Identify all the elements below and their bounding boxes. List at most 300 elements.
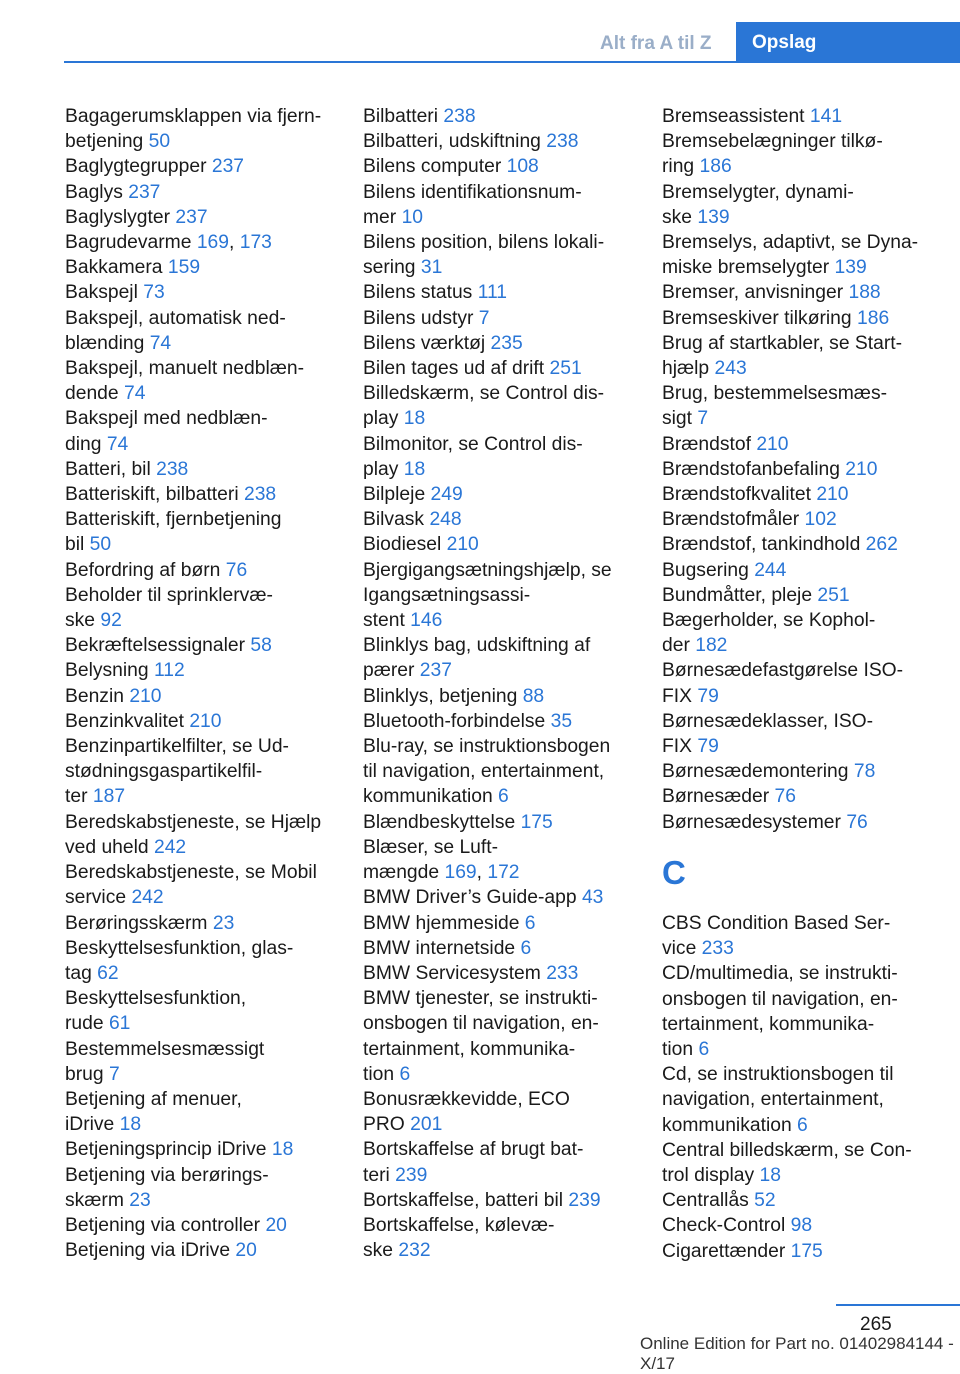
- index-entry-text: Bremsebelægninger tilkø-: [662, 131, 883, 153]
- index-entry-text: Bremselygter, dynami-: [662, 181, 854, 203]
- page-reference-link[interactable]: 232: [398, 1240, 431, 1262]
- page-reference-link[interactable]: 175: [790, 1240, 823, 1262]
- index-entry-text: mængde: [363, 862, 440, 884]
- index-entry: [363, 482, 653, 507]
- page-reference-link[interactable]: 58: [250, 635, 272, 657]
- index-entry-line: [662, 608, 952, 633]
- index-entry-text: Benzin: [65, 685, 124, 707]
- index-entry: [363, 986, 653, 1087]
- page-reference-link[interactable]: 243: [714, 358, 747, 380]
- index-entry-text: Bjergigangsætningshjælp, se: [363, 559, 612, 581]
- index-entry-line: [662, 810, 952, 835]
- index-entry-line: [65, 1087, 355, 1112]
- page-reference-link[interactable]: 79: [697, 685, 719, 707]
- index-entry-line: [662, 482, 952, 507]
- index-entry-text: Blæser, se Luft-: [363, 836, 499, 858]
- index-entry-text: Børnesæder: [662, 786, 770, 808]
- index-entry-line: [363, 507, 653, 532]
- index-entry: [363, 1087, 653, 1137]
- page-reference-link[interactable]: 239: [395, 1164, 428, 1186]
- index-entry: [363, 507, 653, 532]
- index-entry: [65, 558, 355, 583]
- page-reference-link[interactable]: 31: [420, 257, 443, 279]
- index-entry-text: bil: [65, 534, 85, 556]
- page-reference-link[interactable]: 73: [143, 282, 165, 304]
- index-entry: [363, 684, 653, 709]
- index-entry-text: skærm: [65, 1189, 124, 1211]
- index-entry-text: Centrallås: [662, 1190, 749, 1212]
- page-reference-link[interactable]: 242: [131, 887, 164, 909]
- index-entry-line: [662, 734, 952, 759]
- index-entry: [65, 911, 355, 936]
- index-entry-text: Berøringsskærm: [65, 912, 208, 934]
- page-reference-link[interactable]: 35: [550, 710, 573, 732]
- index-entry-text: sigt: [662, 408, 693, 430]
- page-reference-link[interactable]: 249: [430, 484, 463, 506]
- index-entry-text: Børnesædeklasser, ISO-: [662, 710, 874, 732]
- page-reference-link[interactable]: 74: [149, 332, 172, 354]
- index-entry-line: [662, 583, 952, 608]
- index-entry-line: [363, 280, 653, 305]
- index-entry-line: [65, 255, 355, 280]
- index-column-2: [363, 104, 653, 1263]
- index-entry: [363, 709, 653, 734]
- index-entry: [662, 1239, 952, 1264]
- page-reference-link[interactable]: 23: [212, 912, 235, 934]
- index-entry-text: Blinklys, betjening: [363, 685, 518, 707]
- page-reference-link[interactable]: 20: [265, 1214, 287, 1236]
- index-entry-line: [65, 104, 355, 129]
- index-entry: [65, 1163, 355, 1213]
- index-entry-line: [65, 507, 355, 532]
- index-entry-text: Betjening via controller: [65, 1214, 261, 1236]
- page-reference-link[interactable]: 112: [153, 660, 185, 682]
- index-entry: [65, 633, 355, 658]
- page-reference-link[interactable]: 141: [809, 106, 843, 127]
- index-entry: [65, 1238, 355, 1263]
- index-entry-line: [65, 759, 355, 784]
- page-reference-link[interactable]: 76: [225, 559, 248, 581]
- page-reference-link[interactable]: 111: [477, 282, 507, 304]
- page-reference-link[interactable]: 43: [581, 887, 604, 909]
- index-entry-line: [363, 129, 653, 154]
- index-entry: [363, 356, 653, 381]
- index-entry-line: [662, 381, 952, 406]
- index-entry-line: [662, 331, 952, 356]
- index-entry: [363, 734, 653, 810]
- page-reference-link[interactable]: 61: [108, 1013, 131, 1035]
- index-entry: [662, 129, 952, 179]
- index-entry-text: Bilens status: [363, 282, 473, 304]
- index-entry: [65, 230, 355, 255]
- index-entry-line: [65, 331, 355, 356]
- index-entry-text: Bilens computer: [363, 156, 502, 178]
- index-entry: [363, 306, 653, 331]
- index-entry-text: Central billedskærm, se Con-: [662, 1139, 912, 1161]
- page-reference-link[interactable]: 210: [816, 484, 849, 506]
- index-entry-text: Bægerholder, se Kophol-: [662, 610, 876, 632]
- index-entry-line: [662, 1062, 952, 1087]
- index-entry: [662, 381, 952, 431]
- index-entry: [65, 306, 355, 356]
- index-entry-line: [662, 306, 952, 331]
- index-entry: [662, 583, 952, 608]
- index-entry: [662, 1213, 952, 1238]
- index-entry: [65, 356, 355, 406]
- page-reference-link[interactable]: 248: [429, 509, 462, 531]
- index-entry-line: [662, 987, 952, 1012]
- index-entry: [662, 432, 952, 457]
- page-reference-link[interactable]: 238: [443, 106, 476, 127]
- index-entry: [662, 280, 952, 305]
- index-entry-text: CBS Condition Based Ser-: [662, 912, 891, 934]
- index-entry-line: [65, 860, 355, 885]
- index-entry-text: Børnesædefastgørelse ISO-: [662, 660, 904, 682]
- page-reference-link[interactable]: 169: [196, 232, 229, 254]
- index-entry-line: [363, 356, 653, 381]
- page-reference-link[interactable]: 18: [271, 1139, 294, 1161]
- index-entry-text: Beskyttelsesfunktion, glas-: [65, 937, 294, 959]
- page-reference-link[interactable]: 182: [695, 635, 728, 657]
- index-entry-line: [363, 406, 653, 431]
- page-reference-link[interactable]: 7: [697, 408, 709, 430]
- page-reference-link[interactable]: 242: [153, 836, 187, 858]
- index-entry-line: [662, 205, 952, 230]
- index-entry-line: [662, 1012, 952, 1037]
- page-reference-link[interactable]: 62: [97, 962, 119, 984]
- page-reference-link[interactable]: 210: [189, 710, 222, 732]
- page-header: [0, 0, 960, 64]
- index-entry-text: service: [65, 887, 127, 909]
- index-entry-line: [662, 1213, 952, 1238]
- index-entry-text: BMW hjemmeside: [363, 912, 520, 934]
- index-entry-line: [363, 608, 653, 633]
- index-entry: [363, 961, 653, 986]
- page-reference-link[interactable]: 235: [490, 332, 523, 354]
- header-rule: [64, 61, 960, 63]
- page-reference-link[interactable]: 98: [790, 1215, 813, 1237]
- page-reference-link[interactable]: 18: [119, 1114, 142, 1136]
- index-entry-text: Batteri, bil: [65, 458, 151, 480]
- page-reference-link[interactable]: 88: [522, 685, 545, 707]
- index-entry: [65, 986, 355, 1036]
- index-entry-line: [65, 356, 355, 381]
- index-entry-text: miske bremselygter: [662, 257, 830, 279]
- page-reference-link[interactable]: 108: [506, 156, 539, 178]
- index-entry-line: [662, 230, 952, 255]
- index-entry-line: [65, 432, 355, 457]
- index-entry: [363, 381, 653, 431]
- page-reference-link[interactable]: 186: [699, 156, 732, 178]
- index-entry-text: Betjening via berørings-: [65, 1164, 269, 1186]
- index-entry-line: [65, 381, 355, 406]
- index-entry-line: [363, 1137, 653, 1162]
- page-reference-link[interactable]: 6: [498, 786, 509, 808]
- page-reference-link[interactable]: 7: [478, 307, 490, 329]
- page-reference-link[interactable]: 50: [148, 131, 171, 153]
- index-entry-text: hjælp: [662, 358, 710, 380]
- index-entry: [65, 154, 355, 179]
- index-entry-text: Billedskærm, se Control dis-: [363, 383, 605, 405]
- page-number: 265: [860, 1314, 892, 1335]
- index-entry-text: Bonusrækkevidde, ECO: [363, 1088, 570, 1110]
- page-reference-link[interactable]: 6: [520, 937, 532, 959]
- page-reference-link[interactable]: 251: [549, 358, 582, 380]
- page-reference-link[interactable]: 262: [865, 534, 898, 556]
- page-reference-link[interactable]: 74: [123, 383, 146, 405]
- index-entry-text: Bortskaffelse, kølevæ-: [363, 1214, 555, 1236]
- page-reference-link[interactable]: 233: [546, 962, 579, 984]
- index-entry-line: [662, 532, 952, 557]
- index-entry-line: [65, 1188, 355, 1213]
- page-reference-link[interactable]: 79: [697, 736, 719, 758]
- page-reference-link[interactable]: 239: [568, 1189, 601, 1211]
- index-entry-line: [662, 255, 952, 280]
- index-entry-text: Brændstofmåler: [662, 509, 800, 531]
- index-entry-text: tion: [662, 1038, 694, 1060]
- index-entry-line: [662, 1113, 952, 1138]
- index-entry-line: mængde 169, 172: [363, 862, 520, 884]
- index-entry: [65, 180, 355, 205]
- index-entry-text: Blu-ray, se instruktionsbogen: [363, 736, 611, 758]
- index-entry-text: Beredskabstjeneste, se Mobil: [65, 862, 317, 884]
- page-reference-link[interactable]: 10: [401, 206, 424, 228]
- index-entry: [363, 129, 653, 154]
- index-entry-text: tion: [363, 1063, 395, 1085]
- index-entry-text: Beholder til sprinklervæ-: [65, 584, 273, 606]
- page-reference-link[interactable]: 188: [848, 282, 881, 304]
- index-entry-text: Bakspejl, manuelt nedblæn-: [65, 358, 305, 380]
- index-entry-text: tertainment, kommunika-: [363, 1038, 576, 1060]
- index-entry-line: [363, 1087, 653, 1112]
- page-reference-link[interactable]: 102: [804, 509, 837, 531]
- page-reference-link[interactable]: 201: [410, 1114, 443, 1136]
- page-reference-link[interactable]: 6: [524, 912, 536, 934]
- index-entry-line: [363, 1011, 653, 1036]
- page-reference-link[interactable]: 237: [128, 181, 161, 203]
- index-entry-text: vice: [662, 938, 697, 960]
- index-entry-line: [662, 759, 952, 784]
- index-entry-line: [662, 280, 952, 305]
- page-reference-link[interactable]: 6: [399, 1063, 411, 1085]
- index-entry-text: Brug af startkabler, se Start-: [662, 332, 903, 354]
- index-entry: [363, 104, 653, 129]
- page-reference-link[interactable]: 210: [129, 685, 162, 707]
- index-entry-line: [363, 1188, 653, 1213]
- index-entry-text: onsbogen til navigation, en-: [363, 1013, 599, 1035]
- index-entry-line: [363, 936, 653, 961]
- index-entry-text: pærer: [363, 660, 415, 682]
- index-entry-line: [65, 1062, 355, 1087]
- index-entry-text: sering: [363, 257, 416, 279]
- index-entry-text: mer: [363, 206, 397, 228]
- index-entry-text: rude: [65, 1013, 104, 1035]
- index-entry-text: Bremseassistent: [662, 106, 805, 127]
- page-reference-link[interactable]: 52: [754, 1190, 776, 1212]
- index-entry-text: CD/multimedia, se instrukti-: [662, 963, 898, 985]
- index-entry-text: Bilens position, bilens lokali-: [363, 232, 605, 254]
- page-reference-link[interactable]: 6: [698, 1038, 710, 1060]
- index-entry-line: [65, 306, 355, 331]
- index-entry: [65, 280, 355, 305]
- page-reference-link[interactable]: 238: [156, 458, 189, 480]
- index-entry-line: [65, 885, 355, 910]
- index-entry: [662, 104, 952, 129]
- index-entry-line: [662, 633, 952, 658]
- index-entry-line: [363, 658, 653, 683]
- index-entry-line: [363, 961, 653, 986]
- index-entry-text: Bundmåtter, pleje: [662, 584, 813, 606]
- index-entry-text: Brændstof, tankindhold: [662, 534, 861, 556]
- index-entry: [662, 608, 952, 658]
- page-reference-link[interactable]: 18: [403, 458, 426, 480]
- page-reference-link[interactable]: 6: [797, 1114, 808, 1136]
- page-reference-link[interactable]: 20: [235, 1240, 257, 1262]
- index-entry-line: [363, 633, 653, 658]
- page-reference-link[interactable]: 76: [846, 811, 868, 833]
- index-entry-line: [65, 482, 355, 507]
- index-entry-line: [363, 583, 653, 608]
- page-reference-link[interactable]: 139: [697, 206, 730, 228]
- page-reference-link[interactable]: 186: [857, 307, 890, 329]
- index-entry-line: [662, 1138, 952, 1163]
- index-entry-line: [363, 885, 653, 910]
- index-entry-line: [65, 835, 355, 860]
- page-reference-link[interactable]: 169: [444, 862, 477, 884]
- index-entry-text: FIX: [662, 685, 692, 707]
- index-entry: [363, 1137, 653, 1187]
- index-entry-text: Igangsætningsassi-: [363, 584, 531, 606]
- index-entry-line: [363, 1037, 653, 1062]
- index-entry-text: blænding: [65, 332, 145, 354]
- index-entry-text: Bilens udstyr: [363, 307, 474, 329]
- index-entry-line: [363, 482, 653, 507]
- page-reference-link[interactable]: 92: [100, 610, 122, 632]
- index-entry-text: Børnesædesystemer: [662, 811, 841, 833]
- index-entry-text: Bremselys, adaptivt, se Dyna-: [662, 232, 919, 254]
- index-entry-line: [363, 558, 653, 583]
- index-entry-line: [65, 406, 355, 431]
- page-reference-link[interactable]: 159: [167, 257, 201, 279]
- page-reference-link[interactable]: 238: [546, 131, 579, 153]
- page-reference-link[interactable]: 237: [211, 156, 245, 178]
- index-entry: [662, 810, 952, 835]
- page-reference-link[interactable]: 210: [845, 458, 878, 480]
- page-reference-link[interactable]: 7: [108, 1063, 120, 1085]
- index-entry-text: tag: [65, 962, 92, 984]
- index-entry: [65, 482, 355, 507]
- page-reference-link[interactable]: 50: [89, 534, 112, 556]
- index-entry-line: [662, 432, 952, 457]
- index-entry-line: [662, 936, 952, 961]
- index-entry-text: Benzinpartikelfilter, se Ud-: [65, 736, 289, 758]
- page-reference-link[interactable]: 18: [403, 408, 426, 430]
- index-entry: [662, 961, 952, 1062]
- index-entry-line: [363, 432, 653, 457]
- edition-footer: Online Edition for Part no. 01402984144 - X/17: [640, 1334, 954, 1373]
- page-reference-link[interactable]: 244: [754, 559, 787, 581]
- page-reference-link[interactable]: 18: [759, 1164, 781, 1186]
- index-entry: [65, 104, 355, 154]
- index-entry: [662, 457, 952, 482]
- page-reference-link[interactable]: 173: [239, 232, 272, 254]
- index-entry: [65, 810, 355, 860]
- index-entry-text: Bagagerumsklappen via fjern-: [65, 106, 322, 127]
- index-entry-text: Bilvask: [363, 509, 425, 531]
- index-entry: [363, 936, 653, 961]
- index-entry-text: Bugsering: [662, 559, 749, 581]
- page-reference-link[interactable]: 146: [410, 610, 443, 632]
- page-reference-link[interactable]: 237: [419, 660, 452, 682]
- index-entry: [363, 810, 653, 835]
- page-reference-link[interactable]: 175: [520, 811, 553, 833]
- index-entry-text: Batteriskift, bilbatteri: [65, 484, 239, 506]
- index-entry-line: [65, 1238, 355, 1263]
- index-entry: [662, 331, 952, 381]
- index-entry-line: [662, 1087, 952, 1112]
- index-entry-line: [662, 558, 952, 583]
- page-reference-link[interactable]: 238: [243, 484, 277, 506]
- index-entry-line: [363, 1163, 653, 1188]
- index-entry-line: Bagrudevarme 169, 173: [65, 232, 272, 254]
- index-entry-line: [363, 180, 653, 205]
- index-entry-text: Baglygtegrupper: [65, 156, 207, 178]
- index-entry-text: Brændstofanbefaling: [662, 458, 840, 480]
- index-entry: [363, 532, 653, 557]
- index-entry: [662, 709, 952, 759]
- index-entry: [363, 911, 653, 936]
- index-entry-line: [363, 709, 653, 734]
- page-reference-link[interactable]: 210: [446, 534, 479, 556]
- index-entry-text: Bilmonitor, se Control dis-: [363, 433, 583, 455]
- index-entry-line: [662, 709, 952, 734]
- index-entry-line: [662, 684, 952, 709]
- page-reference-link[interactable]: 76: [774, 786, 796, 808]
- index-entry-text: ter: [65, 786, 88, 808]
- index-entry-text: Blinklys bag, udskiftning af: [363, 635, 591, 657]
- page-reference-link[interactable]: 78: [853, 761, 876, 783]
- index-entry-line: [662, 784, 952, 809]
- page-reference-link[interactable]: 233: [701, 938, 734, 960]
- index-entry-text: Bakspejl med nedblæn-: [65, 408, 268, 430]
- index-entry-text: FIX: [662, 736, 692, 758]
- page-reference-link[interactable]: 210: [756, 433, 789, 455]
- index-entry: [363, 280, 653, 305]
- index-entry-text: Bluetooth-forbindelse: [363, 710, 546, 732]
- index-entry: [65, 860, 355, 910]
- page-reference-link[interactable]: 237: [175, 206, 208, 228]
- index-entry: [662, 230, 952, 280]
- page-reference-link[interactable]: 251: [817, 584, 850, 606]
- page-reference-link[interactable]: 23: [129, 1189, 151, 1211]
- index-entry-text: play: [363, 408, 399, 430]
- page-reference-link[interactable]: 74: [106, 433, 129, 455]
- page-reference-link[interactable]: 139: [834, 257, 867, 279]
- page-reference-link[interactable]: 187: [92, 786, 126, 808]
- index-entry: [65, 583, 355, 633]
- index-entry-text: Batteriskift, fjernbetjening: [65, 509, 282, 531]
- index-entry-text: kommunikation: [662, 1114, 792, 1136]
- index-entry-line: [65, 129, 355, 154]
- index-entry-line: [65, 810, 355, 835]
- page-reference-link[interactable]: 172: [487, 862, 520, 884]
- index-entry-text: brug: [65, 1063, 104, 1085]
- index-letter-heading: C: [662, 853, 686, 891]
- index-entry: [363, 154, 653, 179]
- index-entry: [65, 1137, 355, 1162]
- tab-section-a-z[interactable]: Alt fra A til Z: [600, 33, 712, 54]
- tab-opslag[interactable]: Opslag: [736, 22, 960, 61]
